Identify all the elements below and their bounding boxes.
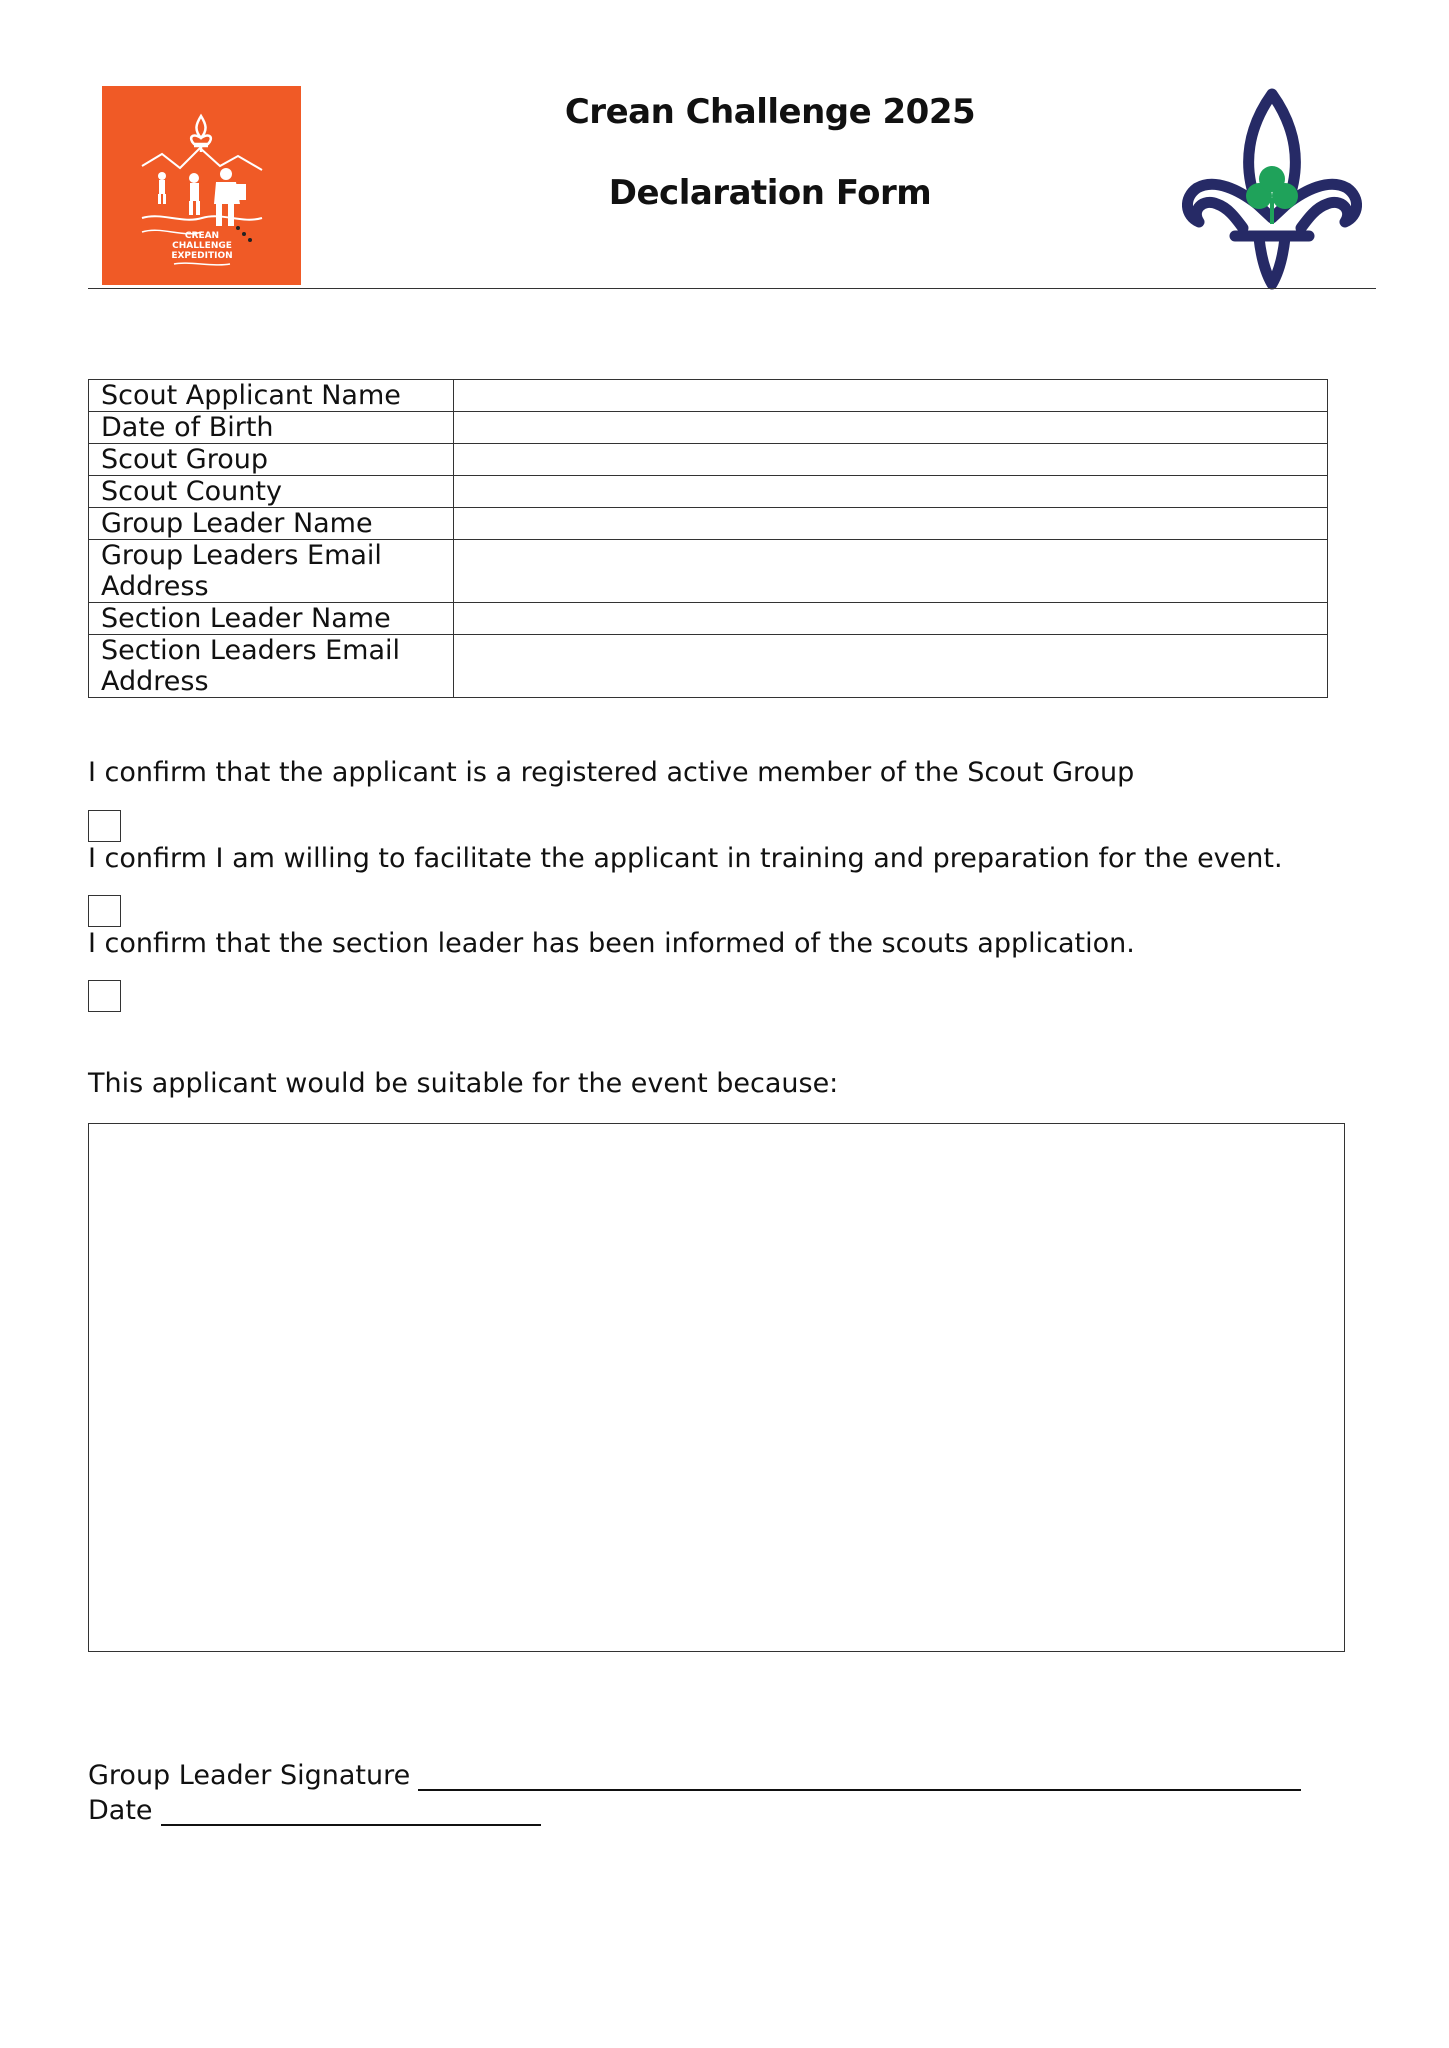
- table-row: [89, 476, 1328, 508]
- row-label-scout-county: Scout County: [89, 476, 454, 508]
- table-row: [89, 380, 1328, 412]
- table-row: [89, 603, 1328, 635]
- logo-text-line-3: EXPEDITION: [171, 251, 233, 261]
- table-row: [89, 540, 1328, 603]
- table-row: [89, 412, 1328, 444]
- group-leader-name-field[interactable]: [454, 508, 1328, 540]
- page-title: Crean Challenge 2025: [564, 92, 976, 132]
- suitability-textarea[interactable]: [88, 1123, 1345, 1652]
- row-label-group-leader-name: Group Leader Name: [89, 508, 454, 540]
- crean-challenge-expedition-logo: [102, 86, 301, 285]
- suitability-prompt: This applicant would be suitable for the event because:: [88, 1068, 839, 1099]
- row-label-scout-applicant-name: Scout Applicant Name: [89, 380, 454, 412]
- date-row: [88, 1795, 541, 1826]
- section-leaders-email-field[interactable]: [454, 635, 1328, 698]
- table-row: [89, 444, 1328, 476]
- confirmation-checkbox-facilitate-training[interactable]: [88, 895, 121, 927]
- scout-county-field[interactable]: [454, 476, 1328, 508]
- confirmation-text-section-leader-informed: I confirm that the section leader has been informed of the scouts application.: [88, 928, 1135, 959]
- row-label-scout-group: Scout Group: [89, 444, 454, 476]
- row-label-section-leader-name: Section Leader Name: [89, 603, 454, 635]
- row-label-section-leaders-email: Section Leaders Email Address: [89, 635, 454, 698]
- signature-row: [88, 1760, 1301, 1791]
- confirmation-checkbox-registered-member[interactable]: [88, 810, 121, 842]
- group-leaders-email-field[interactable]: [454, 540, 1328, 603]
- scout-group-field[interactable]: [454, 444, 1328, 476]
- signature-line[interactable]: [418, 1765, 1301, 1791]
- logo-text-line-1: CREAN: [184, 231, 220, 241]
- row-label-group-leaders-email: Group Leaders Email Address: [89, 540, 454, 603]
- confirmation-text-registered-member: I confirm that the applicant is a registered active member of the Scout Group: [88, 757, 1135, 788]
- page-subtitle: Declaration Form: [608, 173, 932, 213]
- date-line[interactable]: [161, 1800, 541, 1826]
- confirmation-text-facilitate-training: I confirm I am willing to facilitate the applicant in training and preparation for the event.: [88, 843, 1283, 874]
- scouting-ireland-fleur-de-lis-logo: [1177, 86, 1367, 291]
- confirmation-checkbox-section-leader-informed[interactable]: [88, 980, 121, 1012]
- row-label-date-of-birth: Date of Birth: [89, 412, 454, 444]
- date-label: Date: [88, 1795, 153, 1826]
- signature-label: Group Leader Signature: [88, 1760, 411, 1791]
- logo-text-line-2: CHALLENGE: [172, 241, 232, 251]
- scout-applicant-name-field[interactable]: [454, 380, 1328, 412]
- table-row: [89, 635, 1328, 698]
- section-leader-name-field[interactable]: [454, 603, 1328, 635]
- date-of-birth-field[interactable]: [454, 412, 1328, 444]
- applicant-details-table: [88, 379, 1328, 698]
- header-divider: [88, 288, 1376, 289]
- table-row: [89, 508, 1328, 540]
